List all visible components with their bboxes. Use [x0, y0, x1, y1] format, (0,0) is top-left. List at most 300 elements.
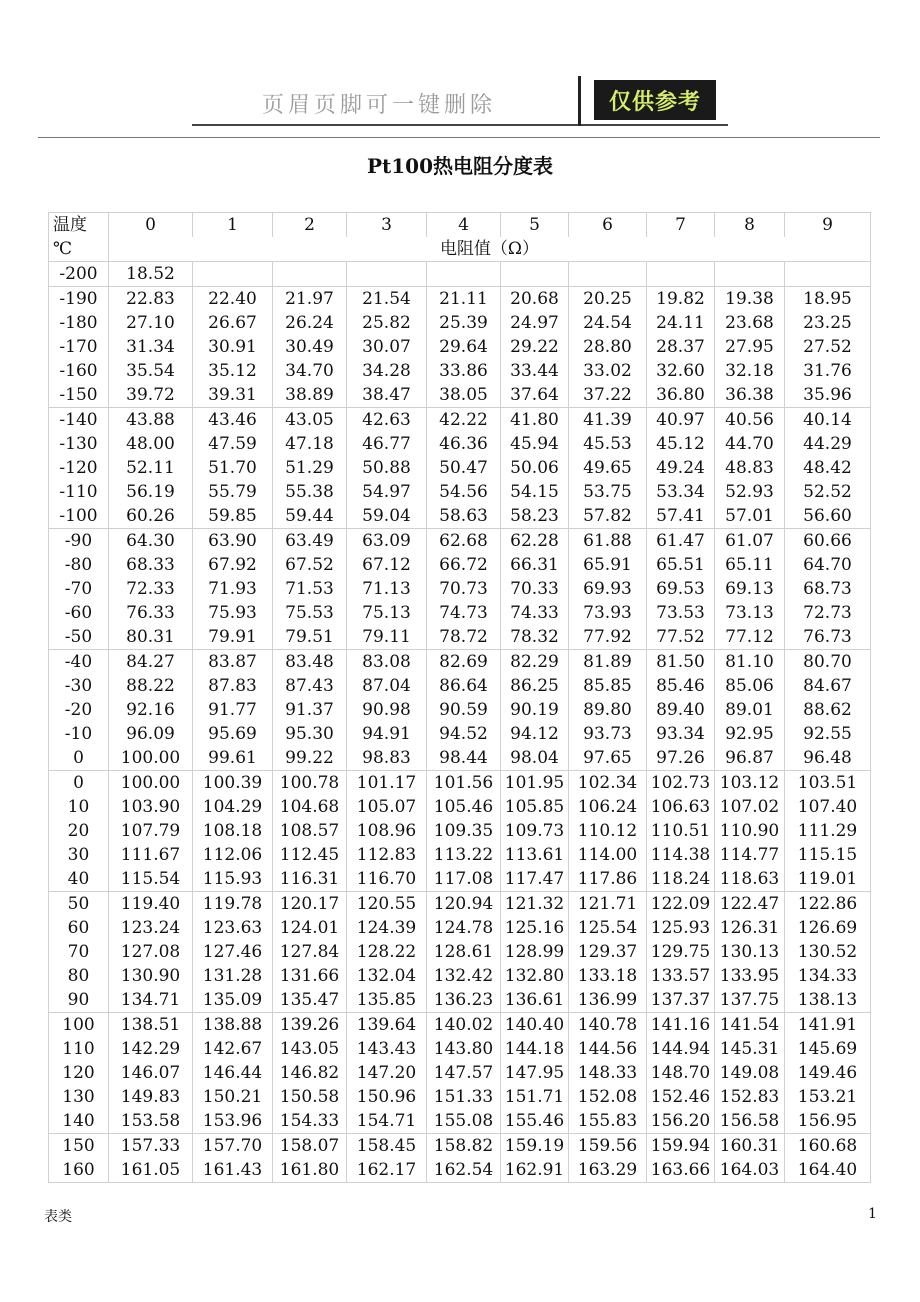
- resistance-cell: 50.47: [427, 456, 501, 480]
- resistance-cell: 74.73: [427, 601, 501, 625]
- resistance-cell: 162.91: [501, 1158, 569, 1183]
- temperature-cell: 0: [49, 771, 109, 796]
- resistance-cell: 149.08: [715, 1061, 785, 1085]
- resistance-cell: 71.93: [193, 577, 273, 601]
- resistance-cell: 136.61: [501, 988, 569, 1013]
- resistance-cell: 49.24: [647, 456, 715, 480]
- resistance-cell: 27.10: [109, 311, 193, 335]
- temperature-cell: 160: [49, 1158, 109, 1183]
- resistance-cell: [193, 262, 273, 287]
- temperature-cell: 100: [49, 1013, 109, 1038]
- resistance-cell: 96.09: [109, 722, 193, 746]
- resistance-cell: 122.86: [785, 892, 871, 917]
- resistance-cell: 91.77: [193, 698, 273, 722]
- resistance-cell: 94.12: [501, 722, 569, 746]
- resistance-cell: 154.71: [347, 1109, 427, 1134]
- resistance-cell: 19.82: [647, 287, 715, 312]
- resistance-cell: 149.83: [109, 1085, 193, 1109]
- resistance-cell: 98.04: [501, 746, 569, 771]
- column-header: 3: [347, 213, 427, 238]
- table-row: [49, 335, 871, 359]
- resistance-cell: 114.77: [715, 843, 785, 867]
- resistance-cell: 130.52: [785, 940, 871, 964]
- temperature-cell: -80: [49, 553, 109, 577]
- resistance-cell: 80.70: [785, 650, 871, 675]
- resistance-cell: 24.97: [501, 311, 569, 335]
- resistance-cell: 89.80: [569, 698, 647, 722]
- resistance-cell: 112.06: [193, 843, 273, 867]
- resistance-cell: 100.00: [109, 746, 193, 771]
- resistance-cell: 27.52: [785, 335, 871, 359]
- resistance-cell: 53.34: [647, 480, 715, 504]
- resistance-cell: 154.33: [273, 1109, 347, 1134]
- resistance-cell: 135.47: [273, 988, 347, 1013]
- resistance-cell: 58.23: [501, 504, 569, 529]
- resistance-cell: 144.56: [569, 1037, 647, 1061]
- resistance-cell: 77.92: [569, 625, 647, 650]
- resistance-cell: 143.80: [427, 1037, 501, 1061]
- resistance-cell: 89.01: [715, 698, 785, 722]
- temperature-cell: -20: [49, 698, 109, 722]
- resistance-cell: 133.95: [715, 964, 785, 988]
- resistance-cell: 93.73: [569, 722, 647, 746]
- resistance-cell: 108.96: [347, 819, 427, 843]
- resistance-cell: 56.60: [785, 504, 871, 529]
- resistance-cell: 152.83: [715, 1085, 785, 1109]
- resistance-cell: 115.54: [109, 867, 193, 892]
- resistance-cell: 113.61: [501, 843, 569, 867]
- resistance-cell: 120.55: [347, 892, 427, 917]
- resistance-cell: 107.02: [715, 795, 785, 819]
- resistance-cell: 105.85: [501, 795, 569, 819]
- resistance-cell: 41.39: [569, 408, 647, 433]
- resistance-cell: 144.94: [647, 1037, 715, 1061]
- resistance-cell: 156.58: [715, 1109, 785, 1134]
- resistance-cell: 107.79: [109, 819, 193, 843]
- resistance-cell: 150.21: [193, 1085, 273, 1109]
- resistance-cell: 40.97: [647, 408, 715, 433]
- resistance-cell: 113.22: [427, 843, 501, 867]
- resistance-cell: 57.01: [715, 504, 785, 529]
- resistance-cell: 45.12: [647, 432, 715, 456]
- resistance-cell: [569, 262, 647, 287]
- resistance-cell: 48.83: [715, 456, 785, 480]
- resistance-cell: 92.95: [715, 722, 785, 746]
- table-row: [49, 1037, 871, 1061]
- header-rule: [38, 137, 880, 138]
- resistance-cell: 65.11: [715, 553, 785, 577]
- resistance-cell: 96.87: [715, 746, 785, 771]
- resistance-cell: 120.94: [427, 892, 501, 917]
- resistance-cell: 53.75: [569, 480, 647, 504]
- resistance-cell: 58.63: [427, 504, 501, 529]
- temperature-cell: -120: [49, 456, 109, 480]
- temperature-cell: -200: [49, 262, 109, 287]
- resistance-cell: 19.38: [715, 287, 785, 312]
- resistance-cell: 82.69: [427, 650, 501, 675]
- resistance-cell: 103.90: [109, 795, 193, 819]
- resistance-cell: 61.47: [647, 529, 715, 554]
- resistance-cell: 35.12: [193, 359, 273, 383]
- resistance-cell: 107.40: [785, 795, 871, 819]
- temperature-unit: ℃: [49, 237, 109, 262]
- resistance-cell: 159.56: [569, 1134, 647, 1159]
- table-row: [49, 480, 871, 504]
- resistance-cell: 52.52: [785, 480, 871, 504]
- resistance-cell: 33.02: [569, 359, 647, 383]
- resistance-cell: 56.19: [109, 480, 193, 504]
- resistance-cell: 114.38: [647, 843, 715, 867]
- resistance-cell: 65.51: [647, 553, 715, 577]
- resistance-cell: 138.13: [785, 988, 871, 1013]
- resistance-cell: 77.52: [647, 625, 715, 650]
- resistance-cell: 127.46: [193, 940, 273, 964]
- resistance-cell: 131.28: [193, 964, 273, 988]
- resistance-cell: 20.68: [501, 287, 569, 312]
- table-row: [49, 311, 871, 335]
- resistance-cell: 117.86: [569, 867, 647, 892]
- table-row: [49, 746, 871, 771]
- resistance-cell: 118.63: [715, 867, 785, 892]
- resistance-cell: 158.82: [427, 1134, 501, 1159]
- resistance-cell: 146.82: [273, 1061, 347, 1085]
- resistance-cell: 150.96: [347, 1085, 427, 1109]
- resistance-cell: 25.82: [347, 311, 427, 335]
- resistance-cell: 74.33: [501, 601, 569, 625]
- temperature-cell: -130: [49, 432, 109, 456]
- resistance-cell: 152.46: [647, 1085, 715, 1109]
- resistance-cell: 97.26: [647, 746, 715, 771]
- resistance-cell: 61.07: [715, 529, 785, 554]
- resistance-cell: 40.14: [785, 408, 871, 433]
- table-row: [49, 625, 871, 650]
- resistance-cell: 79.91: [193, 625, 273, 650]
- resistance-cell: 123.63: [193, 916, 273, 940]
- table-row: [49, 940, 871, 964]
- resistance-cell: 128.22: [347, 940, 427, 964]
- resistance-cell: 155.08: [427, 1109, 501, 1134]
- resistance-cell: 67.52: [273, 553, 347, 577]
- table-row: [49, 698, 871, 722]
- resistance-cell: 91.37: [273, 698, 347, 722]
- resistance-cell: 128.99: [501, 940, 569, 964]
- resistance-cell: 54.15: [501, 480, 569, 504]
- resistance-cell: 85.85: [569, 674, 647, 698]
- resistance-cell: 127.08: [109, 940, 193, 964]
- temperature-cell: -90: [49, 529, 109, 554]
- column-header: 5: [501, 213, 569, 238]
- resistance-cell: 66.31: [501, 553, 569, 577]
- resistance-cell: 86.25: [501, 674, 569, 698]
- resistance-cell: 100.78: [273, 771, 347, 796]
- table-row: [49, 964, 871, 988]
- resistance-cell: 73.93: [569, 601, 647, 625]
- resistance-cell: 153.58: [109, 1109, 193, 1134]
- column-header: 0: [109, 213, 193, 238]
- resistance-cell: 111.29: [785, 819, 871, 843]
- resistance-cell: 110.12: [569, 819, 647, 843]
- resistance-cell: 39.72: [109, 383, 193, 408]
- resistance-cell: 90.98: [347, 698, 427, 722]
- resistance-cell: 149.46: [785, 1061, 871, 1085]
- resistance-cell: 67.12: [347, 553, 427, 577]
- resistance-cell: 38.89: [273, 383, 347, 408]
- resistance-cell: 159.19: [501, 1134, 569, 1159]
- resistance-cell: 86.64: [427, 674, 501, 698]
- resistance-cell: 72.73: [785, 601, 871, 625]
- resistance-cell: 150.58: [273, 1085, 347, 1109]
- resistance-cell: 68.73: [785, 577, 871, 601]
- table-row: [49, 529, 871, 554]
- resistance-cell: 59.44: [273, 504, 347, 529]
- resistance-cell: 164.03: [715, 1158, 785, 1183]
- temperature-cell: 50: [49, 892, 109, 917]
- resistance-cell: 138.88: [193, 1013, 273, 1038]
- resistance-cell: 141.16: [647, 1013, 715, 1038]
- resistance-cell: 23.68: [715, 311, 785, 335]
- resistance-cell: 122.09: [647, 892, 715, 917]
- resistance-cell: 151.71: [501, 1085, 569, 1109]
- resistance-cell: 28.37: [647, 335, 715, 359]
- table-row: [49, 674, 871, 698]
- table-row: [49, 916, 871, 940]
- resistance-cell: 128.61: [427, 940, 501, 964]
- resistance-cell: 135.85: [347, 988, 427, 1013]
- resistance-cell: 115.15: [785, 843, 871, 867]
- resistance-cell: 125.16: [501, 916, 569, 940]
- resistance-cell: 47.18: [273, 432, 347, 456]
- column-header: 9: [785, 213, 871, 238]
- resistance-cell: 47.59: [193, 432, 273, 456]
- table-row: [49, 867, 871, 892]
- resistance-cell: 102.34: [569, 771, 647, 796]
- resistance-cell: 54.97: [347, 480, 427, 504]
- table-row: [49, 1085, 871, 1109]
- table-row: [49, 456, 871, 480]
- resistance-cell: 89.40: [647, 698, 715, 722]
- resistance-cell: 151.33: [427, 1085, 501, 1109]
- table-row: [49, 1013, 871, 1038]
- temperature-cell: 0: [49, 746, 109, 771]
- resistance-cell: 84.27: [109, 650, 193, 675]
- resistance-cell: 34.70: [273, 359, 347, 383]
- resistance-cell: 158.07: [273, 1134, 347, 1159]
- resistance-cell: 62.68: [427, 529, 501, 554]
- resistance-cell: 119.78: [193, 892, 273, 917]
- resistance-cell: 103.51: [785, 771, 871, 796]
- resistance-cell: 158.45: [347, 1134, 427, 1159]
- resistance-cell: 80.31: [109, 625, 193, 650]
- resistance-cell: 124.01: [273, 916, 347, 940]
- resistance-cell: 36.38: [715, 383, 785, 408]
- resistance-cell: 132.04: [347, 964, 427, 988]
- resistance-cell: 52.93: [715, 480, 785, 504]
- resistance-cell: 90.59: [427, 698, 501, 722]
- resistance-cell: 76.33: [109, 601, 193, 625]
- table-row: [49, 553, 871, 577]
- resistance-cell: 39.31: [193, 383, 273, 408]
- resistance-cell: 42.22: [427, 408, 501, 433]
- resistance-cell: 119.40: [109, 892, 193, 917]
- table-row: [49, 771, 871, 796]
- resistance-cell: 23.25: [785, 311, 871, 335]
- resistance-cell: 131.66: [273, 964, 347, 988]
- table-row: [49, 408, 871, 433]
- resistance-cell: 20.25: [569, 287, 647, 312]
- resistance-cell: 129.75: [647, 940, 715, 964]
- resistance-cell: 60.66: [785, 529, 871, 554]
- resistance-cell: 163.29: [569, 1158, 647, 1183]
- table-row: [49, 819, 871, 843]
- resistance-cell: 73.53: [647, 601, 715, 625]
- table-row: [49, 432, 871, 456]
- temperature-cell: 120: [49, 1061, 109, 1085]
- resistance-cell: 139.64: [347, 1013, 427, 1038]
- resistance-cell: 33.86: [427, 359, 501, 383]
- resistance-cell: 157.33: [109, 1134, 193, 1159]
- resistance-cell: 31.76: [785, 359, 871, 383]
- resistance-cell: 71.53: [273, 577, 347, 601]
- resistance-cell: 161.80: [273, 1158, 347, 1183]
- resistance-cell: 43.05: [273, 408, 347, 433]
- temperature-cell: -30: [49, 674, 109, 698]
- resistance-cell: 64.70: [785, 553, 871, 577]
- resistance-cell: 21.54: [347, 287, 427, 312]
- resistance-cell: 30.49: [273, 335, 347, 359]
- resistance-cell: 34.28: [347, 359, 427, 383]
- resistance-cell: 132.42: [427, 964, 501, 988]
- resistance-cell: 120.17: [273, 892, 347, 917]
- resistance-cell: 83.48: [273, 650, 347, 675]
- resistance-cell: 104.68: [273, 795, 347, 819]
- resistance-cell: 85.06: [715, 674, 785, 698]
- resistance-cell: 137.75: [715, 988, 785, 1013]
- temperature-cell: 60: [49, 916, 109, 940]
- page-header: [0, 0, 920, 140]
- resistance-cell: 129.37: [569, 940, 647, 964]
- resistance-cell: 111.67: [109, 843, 193, 867]
- resistance-cell: 36.80: [647, 383, 715, 408]
- resistance-cell: 140.02: [427, 1013, 501, 1038]
- resistance-cell: 57.41: [647, 504, 715, 529]
- temperature-cell: 30: [49, 843, 109, 867]
- resistance-cell: 42.63: [347, 408, 427, 433]
- resistance-cell: 59.85: [193, 504, 273, 529]
- resistance-cell: 37.64: [501, 383, 569, 408]
- resistance-cell: 30.91: [193, 335, 273, 359]
- resistance-cell: 95.30: [273, 722, 347, 746]
- resistance-table: [48, 212, 871, 1183]
- resistance-cell: 147.95: [501, 1061, 569, 1085]
- table-row: [49, 1061, 871, 1085]
- resistance-cell: 153.21: [785, 1085, 871, 1109]
- resistance-cell: 46.36: [427, 432, 501, 456]
- resistance-cell: 26.24: [273, 311, 347, 335]
- resistance-cell: 64.30: [109, 529, 193, 554]
- resistance-cell: 83.08: [347, 650, 427, 675]
- column-header: 6: [569, 213, 647, 238]
- resistance-cell: 145.69: [785, 1037, 871, 1061]
- page-title: Pt100热电阻分度表: [366, 154, 554, 178]
- resistance-cell: 126.31: [715, 916, 785, 940]
- temperature-cell: -100: [49, 504, 109, 529]
- resistance-cell: 117.08: [427, 867, 501, 892]
- table-row: [49, 988, 871, 1013]
- resistance-cell: 48.00: [109, 432, 193, 456]
- temperature-cell: 140: [49, 1109, 109, 1134]
- resistance-cell: 110.90: [715, 819, 785, 843]
- resistance-cell: 63.49: [273, 529, 347, 554]
- table-row: [49, 1158, 871, 1183]
- resistance-cell: 61.88: [569, 529, 647, 554]
- resistance-cell: 106.24: [569, 795, 647, 819]
- resistance-cell: 141.91: [785, 1013, 871, 1038]
- resistance-cell: 55.38: [273, 480, 347, 504]
- resistance-cell: 116.31: [273, 867, 347, 892]
- table-row: [49, 504, 871, 529]
- resistance-cell: 78.32: [501, 625, 569, 650]
- resistance-cell: 90.19: [501, 698, 569, 722]
- resistance-cell: 122.47: [715, 892, 785, 917]
- resistance-cell: 69.13: [715, 577, 785, 601]
- table-row: [49, 843, 871, 867]
- resistance-cell: 106.63: [647, 795, 715, 819]
- resistance-cell: 99.61: [193, 746, 273, 771]
- resistance-cell: 155.46: [501, 1109, 569, 1134]
- resistance-cell: 148.70: [647, 1061, 715, 1085]
- resistance-cell: 162.54: [427, 1158, 501, 1183]
- resistance-cell: 161.05: [109, 1158, 193, 1183]
- resistance-cell: 127.84: [273, 940, 347, 964]
- resistance-cell: 72.33: [109, 577, 193, 601]
- resistance-cell: 134.71: [109, 988, 193, 1013]
- resistance-cell: 77.12: [715, 625, 785, 650]
- resistance-cell: 159.94: [647, 1134, 715, 1159]
- resistance-cell: 76.73: [785, 625, 871, 650]
- table-row: [49, 1134, 871, 1159]
- resistance-cell: 38.47: [347, 383, 427, 408]
- resistance-cell: 145.31: [715, 1037, 785, 1061]
- column-header: 4: [427, 213, 501, 238]
- resistance-cell: 143.43: [347, 1037, 427, 1061]
- resistance-cell: 116.70: [347, 867, 427, 892]
- resistance-cell: 67.92: [193, 553, 273, 577]
- page-number: 1: [868, 1206, 877, 1222]
- resistance-cell: 123.24: [109, 916, 193, 940]
- resistance-cell: 124.78: [427, 916, 501, 940]
- resistance-cell: 35.96: [785, 383, 871, 408]
- resistance-cell: 27.95: [715, 335, 785, 359]
- resistance-cell: 49.65: [569, 456, 647, 480]
- resistance-cell: 119.01: [785, 867, 871, 892]
- resistance-cell: 52.11: [109, 456, 193, 480]
- resistance-cell: 99.22: [273, 746, 347, 771]
- resistance-cell: 25.39: [427, 311, 501, 335]
- resistance-cell: [501, 262, 569, 287]
- resistance-cell: 78.72: [427, 625, 501, 650]
- resistance-cell: 59.04: [347, 504, 427, 529]
- resistance-cell: 50.06: [501, 456, 569, 480]
- table-row: [49, 650, 871, 675]
- resistance-cell: 37.22: [569, 383, 647, 408]
- resistance-cell: 156.95: [785, 1109, 871, 1134]
- resistance-cell: 70.73: [427, 577, 501, 601]
- resistance-cell: 109.35: [427, 819, 501, 843]
- header-text: 页眉页脚可一键删除: [262, 93, 497, 118]
- table-row: [49, 892, 871, 917]
- resistance-cell: 63.09: [347, 529, 427, 554]
- temperature-cell: -50: [49, 625, 109, 650]
